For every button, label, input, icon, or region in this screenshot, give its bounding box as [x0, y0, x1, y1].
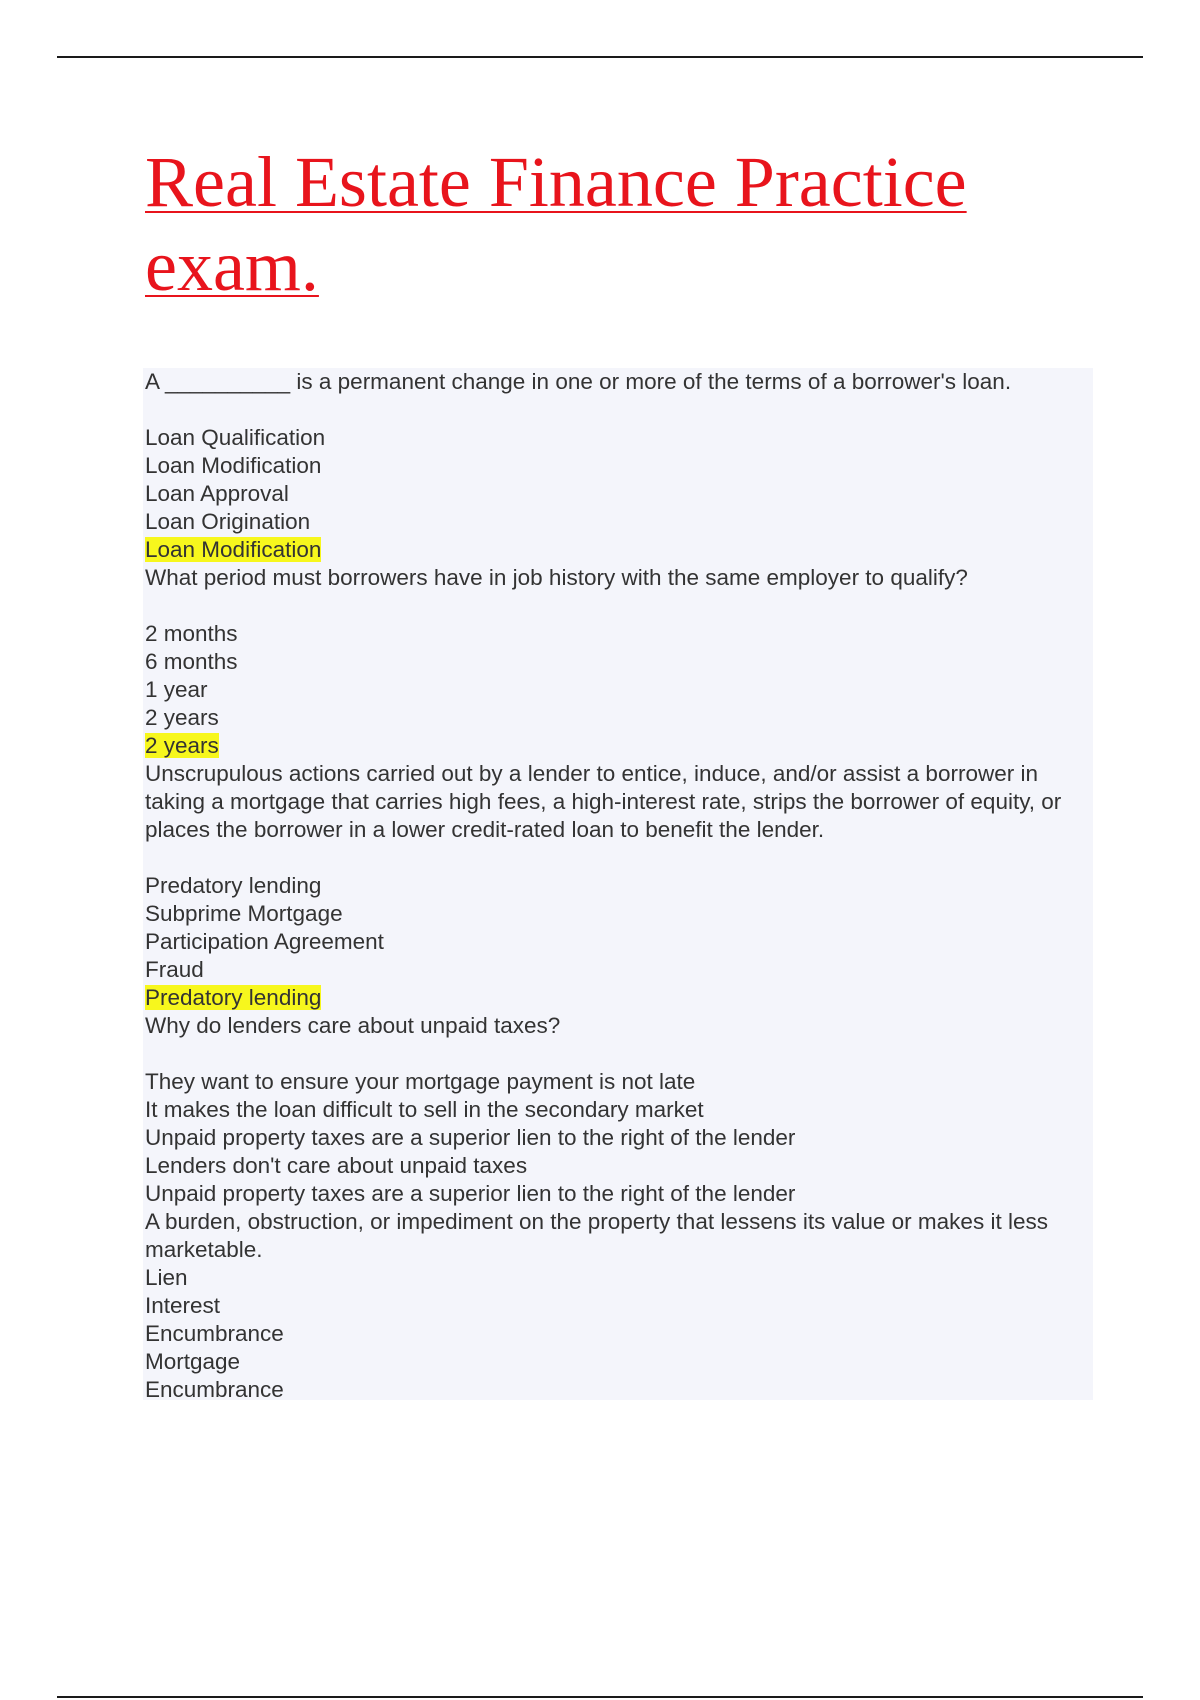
answer-option: Encumbrance [145, 1321, 284, 1346]
page-title [145, 140, 1105, 308]
answer-option: 2 years [145, 705, 219, 730]
highlighted-answer: Loan Modification [145, 537, 322, 562]
highlighted-answer: Predatory lending [145, 985, 322, 1010]
answer-option: Fraud [145, 957, 204, 982]
answer-option: Loan Modification [145, 453, 322, 478]
question-text: A burden, obstruction, or impediment on the property that lessens its value or makes it less marketable. [145, 1209, 1048, 1262]
qa-content [143, 368, 1093, 1400]
question-block [145, 368, 1091, 564]
question-text: What period must borrowers have in job history with the same employer to qualify? [145, 565, 968, 590]
spacer [145, 844, 1091, 872]
highlighted-answer: 2 years [145, 733, 219, 758]
answer-option: Lien [145, 1265, 188, 1290]
question-text: Unscrupulous actions carried out by a lender to entice, induce, and/or assist a borrower in taking a mortgage that carries high fees, a high-interest rate, strips the borrower of equity, or places the borrower in a lower credit-rated loan to benefit the lender. [145, 761, 1062, 842]
spacer [145, 396, 1091, 424]
answer-option: Mortgage [145, 1349, 241, 1374]
question-block [145, 1012, 1091, 1208]
answer-option: They want to ensure your mortgage payment is not late [145, 1069, 696, 1094]
correct-answer [145, 984, 1091, 1012]
answer-option: 6 months [145, 649, 238, 674]
question-block [145, 564, 1091, 760]
question-block [145, 760, 1091, 1012]
correct-answer [145, 732, 1091, 760]
correct-answer [145, 536, 1091, 564]
answer-option: It makes the loan difficult to sell in the secondary market [145, 1097, 704, 1122]
answer-option: Predatory lending [145, 873, 322, 898]
answer-option: Loan Approval [145, 481, 289, 506]
spacer [145, 1040, 1091, 1068]
answer-option: Subprime Mortgage [145, 901, 343, 926]
answer-option: Interest [145, 1293, 221, 1318]
question-block [145, 1208, 1091, 1404]
page-title-text: Real Estate Finance Practice exam. [145, 142, 967, 306]
answer-option: 2 months [145, 621, 238, 646]
answer-option: Unpaid property taxes are a superior lien to the right of the lender [145, 1125, 796, 1150]
answer-option: Lenders don't care about unpaid taxes [145, 1153, 528, 1178]
answer-option: Loan Qualification [145, 425, 326, 450]
footer-rule [57, 1696, 1143, 1698]
question-text: Why do lenders care about unpaid taxes? [145, 1013, 561, 1038]
answer-option: Loan Origination [145, 509, 311, 534]
answer-option: 1 year [145, 677, 208, 702]
header-rule [57, 56, 1143, 58]
correct-answer: Encumbrance [145, 1377, 284, 1402]
spacer [145, 592, 1091, 620]
question-text: A __________ is a permanent change in one or more of the terms of a borrower's loan. [145, 369, 1012, 394]
correct-answer: Unpaid property taxes are a superior lien to the right of the lender [145, 1181, 796, 1206]
answer-option: Participation Agreement [145, 929, 384, 954]
